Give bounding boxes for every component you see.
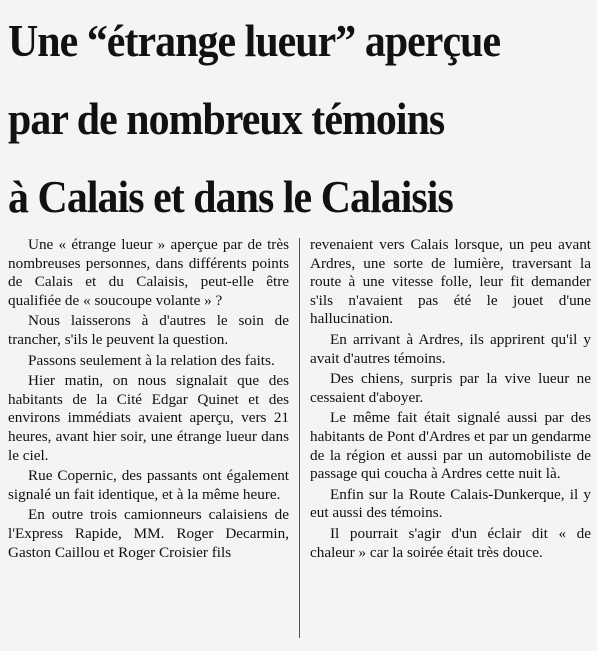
- paragraph: Il pourrait s'agir d'un éclair dit « de chaleur » car la soirée était très douce.: [310, 524, 592, 561]
- headline-line-1: Une “étrange lueur” aperçue: [8, 16, 501, 66]
- column-rule: [299, 238, 300, 638]
- paragraph: Nous laisserons à d'autres le soin de trancher, s'ils le peuvent la question.: [8, 312, 290, 348]
- headline-line-3: à Calais et dans le Calaisis: [8, 172, 453, 222]
- paragraph: En outre trois camionneurs calaisiens de l'Express Rapide, MM. Roger Decarmin, Gaston Caillou et Roger Croisier fils: [8, 506, 290, 561]
- headline-line-2: par de nombreux témoins: [8, 94, 445, 144]
- paragraph: Rue Copernic, des passants ont également signalé un fait identique, et à la même heure.: [8, 467, 290, 503]
- paragraph: En arrivant à Ardres, ils apprirent qu'il y avait d'autres témoins.: [310, 330, 592, 367]
- paragraph: Des chiens, surpris par la vive lueur ne cessaient d'aboyer.: [310, 370, 592, 406]
- paragraph: Une « étrange lueur » aperçue par de très nombreuses personnes, dans différents points de Calais et du Calaisis, peut-elle être qualifiée de « soucoupe volante » ?: [8, 236, 290, 309]
- paragraph: revenaient vers Calais lorsque, un peu avant Ardres, une sorte de lumière, traversant la route à une vitesse folle, leur fit demander s'ils n'avaient pas été le jouet d'une hallucination.: [310, 236, 592, 328]
- article-body: [8, 236, 591, 646]
- article-column-right: [310, 236, 591, 646]
- paragraph: Enfin sur la Route Calais-Dunkerque, il y eut aussi des témoins.: [310, 485, 592, 522]
- paragraph: Hier matin, on nous signalait que des habitants de la Cité Edgar Quinet et des environs immédiats avaient aperçu, vers 21 heures, avant hier soir, une étrange lueur dans le ciel.: [8, 372, 290, 464]
- article-column-left: [8, 236, 289, 646]
- headline: [8, 0, 597, 236]
- paragraph: Le même fait était signalé aussi par des habitants de Pont d'Ardres et par un gendarme de la région et aussi par un automobiliste de passage qui coucha à Ardres cette nuit là.: [310, 409, 592, 483]
- paragraph: Passons seulement à la relation des faits.: [28, 351, 275, 369]
